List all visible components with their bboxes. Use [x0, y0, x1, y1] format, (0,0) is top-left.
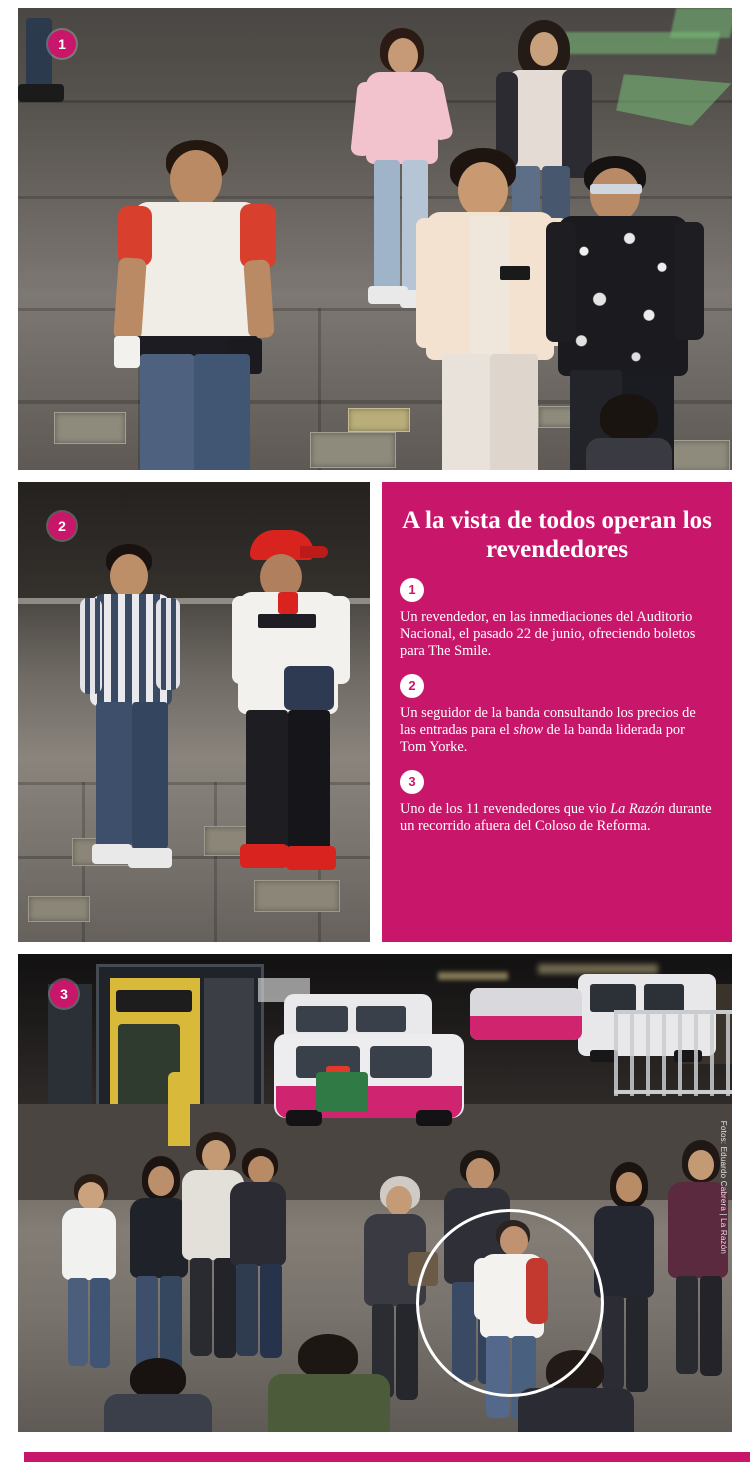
photo-badge-3: 3 — [50, 980, 78, 1008]
bottom-bar-cap — [0, 1452, 24, 1462]
photo1-scene — [18, 8, 732, 470]
pedestrian-figure — [54, 1174, 124, 1374]
pedestrian-figure — [584, 394, 674, 470]
photo3-scene — [18, 954, 732, 1432]
pedestrian-figure — [108, 140, 288, 470]
bottom-accent-bar — [0, 1452, 750, 1462]
photo-credit: Fotos: Eduardo Cabrera | La Razón — [719, 1120, 728, 1254]
pedestrian-figure — [232, 530, 352, 878]
caption-item-2 — [382, 674, 732, 756]
caption-badge-2: 2 — [400, 674, 424, 698]
pedestrian-figure — [264, 1334, 394, 1432]
pedestrian-figure — [18, 8, 88, 128]
pedestrian-figure — [104, 1358, 214, 1432]
highlight-circle — [416, 1209, 604, 1397]
photo-badge-2: 2 — [48, 512, 76, 540]
caption-item-1 — [382, 578, 732, 660]
caption-item-3 — [382, 770, 732, 835]
caption-panel — [382, 482, 732, 942]
caption-text-3: Uno de los 11 revendedores que vio La Razón durante un recorrido afuera del Coloso de Reforma. — [400, 801, 712, 834]
photo2-scene — [18, 482, 370, 942]
photo-panel-3 — [18, 954, 732, 1432]
photo-panel-2 — [18, 482, 370, 942]
pedestrian-figure — [80, 544, 190, 874]
panel-title: A la vista de todos operan los revendedores — [402, 507, 712, 563]
photo-panel-1 — [18, 8, 732, 470]
caption-text-2: Un seguidor de la banda consultando los precios de las entradas para el show de la banda liderada por Tom Yorke. — [400, 705, 696, 755]
pedestrian-figure — [224, 1148, 294, 1362]
caption-badge-3: 3 — [400, 770, 424, 794]
photo-badge-1: 1 — [48, 30, 76, 58]
caption-text-1: Un revendedor, en las inmediaciones del Auditorio Nacional, el pasado 22 de junio, ofreciendo boletos para The Smile. — [400, 609, 696, 659]
caption-badge-1: 1 — [400, 578, 424, 602]
